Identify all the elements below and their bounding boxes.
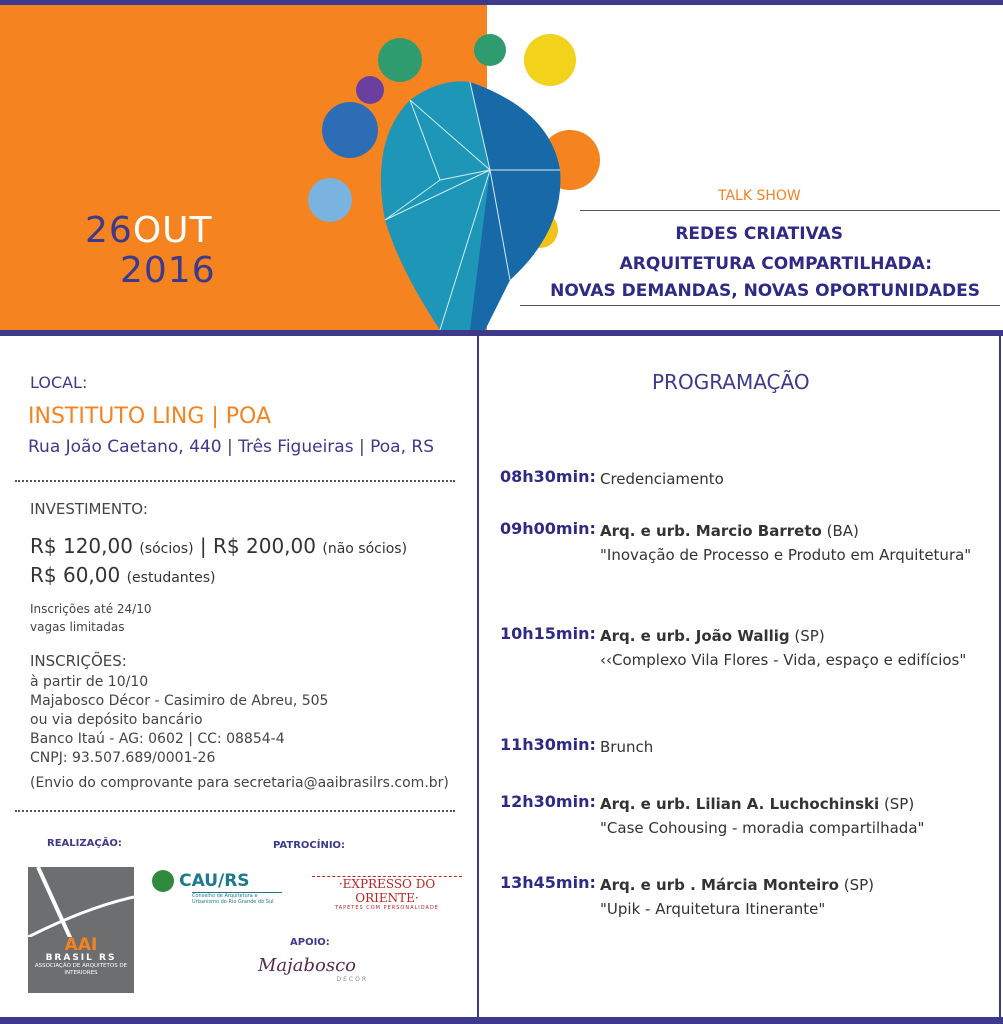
registration-line: CNPJ: 93.507.689/0001-26 — [30, 750, 216, 766]
divider — [580, 210, 1000, 211]
program-time: 10h15min: — [500, 624, 596, 643]
aai-logo-sub: BRASIL RS — [45, 953, 117, 963]
registration-line: Banco Itaú - AG: 0602 | CC: 08854-4 — [30, 731, 285, 747]
title-line-1: REDES CRIATIVAS — [675, 224, 843, 244]
talk-title: Brunch — [600, 738, 654, 756]
apoio-label: APOIO: — [290, 937, 330, 948]
column-divider — [477, 336, 479, 1017]
speaker-state: (SP) — [843, 876, 875, 894]
speaker-name: Arq. e urb. Lilian A. Luchochinski — [600, 795, 880, 813]
talk-show-label: TALK SHOW — [718, 188, 801, 204]
event-year: 2016 — [120, 250, 216, 291]
title-line-3: NOVAS DEMANDAS, NOVAS OPORTUNIDADES — [550, 281, 980, 301]
price-note: (estudantes) — [126, 570, 216, 586]
realizacao-label: REALIZAÇÃO: — [47, 838, 122, 849]
dotted-divider — [15, 480, 455, 482]
price-note: (não sócios) — [322, 541, 408, 557]
program-body — [600, 624, 980, 672]
program-time: 13h45min: — [500, 873, 596, 892]
majabosco-logo-text: Majabosco — [258, 955, 356, 976]
program-body — [600, 735, 980, 759]
deadline: Inscrições até 24/10 — [30, 602, 152, 616]
program-item — [500, 873, 990, 921]
registration-line: Majabosco Décor - Casimiro de Abreu, 505 — [30, 693, 329, 709]
expresso-logo-sub: TAPETES COM PERSONALIDADE — [335, 905, 439, 911]
program-item — [500, 735, 990, 759]
venue-address: Rua João Caetano, 440 | Três Figueiras | Poa, RS — [28, 437, 434, 457]
program-time: 12h30min: — [500, 792, 596, 811]
divider — [520, 305, 1000, 306]
cau-logo — [152, 870, 282, 905]
cau-logo-desc: Conselho de Arquitetura e Urbanismo do Rio Grande do Sul — [192, 892, 282, 905]
cau-logo-text: CAU/RS — [179, 871, 250, 891]
receipt-note: (Envio do comprovante para secretaria@aaibrasilrs.com.br) — [30, 775, 449, 791]
program-title: PROGRAMAÇÃO — [652, 370, 810, 394]
date-month: OUT — [132, 210, 213, 251]
patrocinio-label: PATROCÍNIO: — [273, 840, 346, 851]
program-time: 09h00min: — [500, 519, 596, 538]
price-students: R$ 60,00 — [30, 563, 121, 587]
aai-logo-desc: ASSOCIAÇÃO DE ARQUITETOS DE INTERIORES — [34, 963, 128, 976]
registration-line: à partir de 10/10 — [30, 674, 149, 690]
program-item — [500, 624, 990, 672]
talk-title: Credenciamento — [600, 470, 724, 488]
talk-title: "Inovação de Processo e Produto em Arquitetura" — [600, 546, 972, 564]
registration-details — [30, 673, 328, 768]
talk-title: "Upik - Arquitetura Itinerante" — [600, 900, 826, 918]
investment-label: INVESTIMENTO: — [30, 500, 148, 518]
aai-logo-text: AAI — [64, 935, 98, 955]
event-date — [85, 210, 213, 251]
program-body — [600, 792, 980, 840]
majabosco-logo — [258, 955, 368, 983]
program-time: 08h30min: — [500, 467, 596, 486]
program-time: 11h30min: — [500, 735, 596, 754]
speaker-name: Arq. e urb . Márcia Monteiro — [600, 876, 839, 894]
speaker-state: (BA) — [826, 522, 859, 540]
speaker-name: Arq. e urb. Marcio Barreto — [600, 522, 822, 540]
registration-line: ou via depósito bancário — [30, 712, 203, 728]
title-line-2: ARQUITETURA COMPARTILHADA: — [619, 254, 932, 274]
talk-title: ‹‹Complexo Vila Flores - Vida, espaço e edifícios" — [600, 651, 967, 669]
aai-logo — [28, 867, 134, 993]
price-non-members: R$ 200,00 — [213, 534, 316, 558]
local-label: LOCAL: — [30, 373, 88, 392]
majabosco-logo-sub: DECOR — [336, 976, 368, 983]
dotted-divider — [15, 810, 455, 812]
venue-name: INSTITUTO LING | POA — [28, 404, 272, 429]
separator: | — [199, 534, 207, 558]
speaker-state: (SP) — [794, 627, 825, 645]
expresso-logo-text: ·EXPRESSO DO ORIENTE· — [338, 877, 436, 905]
program-item — [500, 467, 990, 491]
header-border — [0, 330, 1003, 336]
program-body — [600, 519, 980, 567]
registration-label: INSCRIÇÕES: — [30, 652, 127, 670]
price-line-1 — [30, 534, 407, 558]
right-border — [999, 336, 1001, 1017]
expresso-logo — [312, 876, 462, 911]
program-item — [500, 792, 990, 840]
program-item — [500, 519, 990, 567]
date-day: 26 — [85, 210, 133, 251]
price-line-2 — [30, 563, 216, 587]
program-body — [600, 467, 980, 491]
talk-title: "Case Cohousing - moradia compartilhada" — [600, 819, 925, 837]
price-note: (sócios) — [139, 541, 194, 557]
bottom-border — [0, 1017, 1003, 1024]
brasao-icon — [152, 870, 174, 892]
speaker-state: (SP) — [883, 795, 915, 813]
price-members: R$ 120,00 — [30, 534, 133, 558]
speaker-name: Arq. e urb. João Wallig — [600, 627, 790, 645]
program-body — [600, 873, 980, 921]
limited-spots: vagas limitadas — [30, 620, 125, 634]
